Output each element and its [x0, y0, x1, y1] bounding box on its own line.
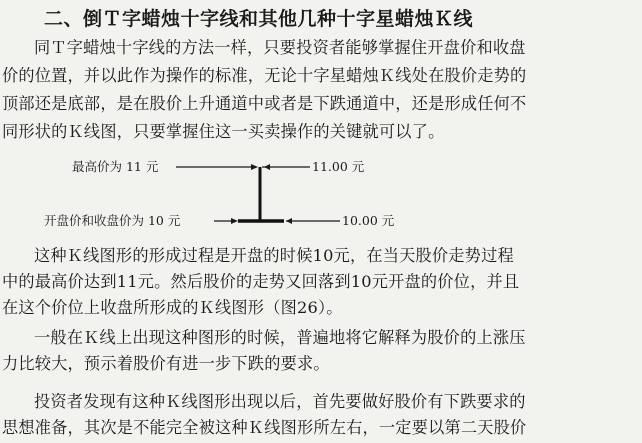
high-arrowhead	[251, 164, 258, 170]
open-close-arrowhead	[231, 218, 238, 224]
paragraph-4-line-1: 投资者发现有这种Ｋ线图形出现以后，首先要做好股价有下跌要求的	[34, 392, 526, 411]
high-value-arrowhead	[264, 164, 270, 170]
paragraph-2-line-1: 这种Ｋ线图形的形成过程是开盘的时候10元，在当天股价走势过程	[34, 246, 514, 265]
paragraph-2-line-2: 中的最高价达到11元。然后股价的走势又回落到10元开盘的价位，并且	[2, 272, 520, 291]
open-close-value-arrowhead	[286, 218, 292, 224]
paragraph-3-line-1: 一般在Ｋ线上出现这种图形的时候，普遍地将它解释为股价的上涨压	[34, 328, 526, 347]
paragraph-1-line-2: 价的位置，并以此作为操作的标准，无论十字星蜡烛Ｋ线处在股价走势的	[2, 66, 527, 85]
open-close-price-value: 10.00 元	[342, 213, 395, 228]
candlestick-figure	[0, 150, 642, 250]
paragraph-2-line-3: 在这个价位上收盘所形成的Ｋ线图形（图26）。	[2, 298, 343, 317]
open-close-price-label: 开盘价和收盘价为 10 元	[44, 213, 181, 228]
paragraph-1-line-4: 同形状的Ｋ线图，只要掌握住这一买卖操作的关键就可以了。	[2, 122, 445, 141]
paragraph-1-line-3: 顶部还是底部，是在股价上升通道中或者是下跌通道中，还是形成任何不	[2, 94, 527, 113]
high-price-value: 11.00 元	[312, 159, 365, 174]
paragraph-1-line-1: 同Ｔ字蜡烛十字线的方法一样，只要投资者能够掌握住开盘价和收盘	[34, 38, 526, 57]
paragraph-4-line-2: 思想准备，其次是不能完全被这种Ｋ线图形所左右，一定要以第二天股价	[2, 418, 527, 437]
paragraph-3-line-2: 力比较大，预示着股价有进一步下跌的要求。	[2, 354, 330, 373]
section-heading: 二、倒Ｔ字蜡烛十字线和其他几种十字星蜡烛Ｋ线	[44, 8, 474, 30]
candlestick-drawing	[0, 150, 642, 250]
high-price-label: 最高价为 11 元	[72, 159, 159, 174]
